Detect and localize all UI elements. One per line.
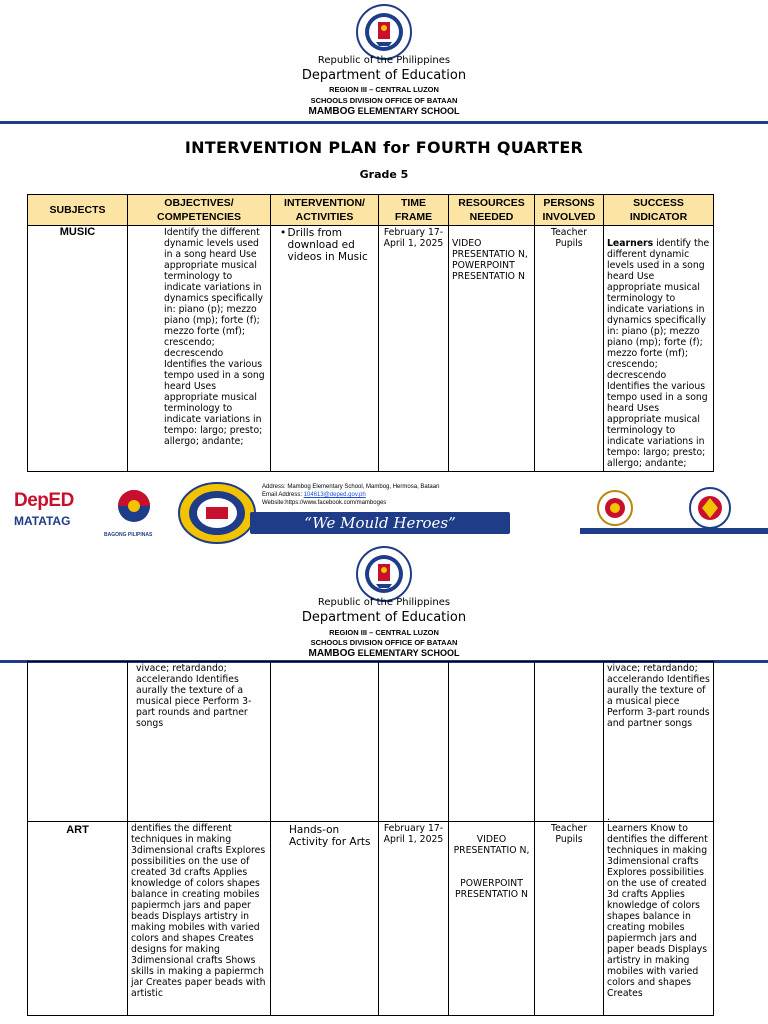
department-text-page2: Department of Education: [301, 610, 467, 625]
table-row-art: [28, 822, 714, 1016]
success-music: Learners identify the different dynamic levels used in a song heard Use appropriate musical terminology to indicate variations in dynamics specifically in: piano (p); mezzo piano (mp); forte (f); mezzo forte (mf); crescendo; decrescendo Identifies the various tempo used in a song heard Uses appropriate musical terminology to indicate variations in tempo: largo; presto; allergo; andante;: [604, 226, 714, 472]
persons-art: Teacher Pupils: [535, 822, 604, 1016]
header-success: SUCCESS INDICATOR: [604, 195, 714, 226]
success-art: Learners Know to dentifies the different techniques in making 3dimensional crafts Explores possibilities on the use of created 3d crafts Applies knowledge of colors shapes balance in creating mobiles papiermch jars and paper beads Displays artistry in making mobiles with varied colors and shapes Creates: [604, 822, 714, 1016]
region-text-page2: REGION III – CENTRAL LUZON: [329, 628, 439, 637]
school-seal-icon: [178, 482, 256, 544]
footer-banner: DepED MATATAG BAGONG PILIPINAS: [0, 476, 768, 546]
intervention-music-continued: [271, 662, 379, 822]
website-link[interactable]: Website:https://www.facebook.com/mamboges: [262, 500, 387, 506]
bagong-pilipinas-logo-icon: [104, 488, 164, 528]
objectives-art: dentifies the different techniques in making 3dimensional crafts Explores possibilities on the use of created 3d crafts Applies knowledge of colors shapes balance in creating mobiles papiermch jars and paper beads Displays artistry in making mobiles with varied colors and shapes Creates designs for making 3dimensional crafts Shows skills in making a papiermch jar Creates paper beads with artistic: [128, 822, 271, 1016]
email-link[interactable]: 104613@deped.gov.ph: [303, 492, 366, 498]
school-name: MAMBOG ELEMENTARY SCHOOL: [308, 106, 460, 117]
header-persons: PERSONS INVOLVED: [535, 195, 604, 226]
intervention-table: [27, 194, 714, 472]
time-frame-music: February 17- April 1, 2025: [379, 226, 449, 472]
resources-music-continued: [449, 662, 535, 822]
school-motto: “We Mould Heroes”: [250, 512, 510, 534]
excellence-badge-icon: [680, 486, 740, 532]
time-frame-music-continued: [379, 662, 449, 822]
grade-label: Grade 5: [359, 168, 409, 181]
header-intervention: INTERVENTION/ ACTIVITIES: [271, 195, 379, 226]
objectives-music: Identify the different dynamic levels used in a song heard Use appropriate musical terminology to indicate variations in dynamics specifically in: piano (p); mezzo piano (mp); forte (f); mezzo forte (mf); crescendo; decrescendo Identifies the various tempo used in a song heard Uses appropriate musical terminology to indicate variations in tempo: largo; presto; allergo; andante;: [128, 226, 271, 472]
success-music-continued: vivace; retardando; accelerando Identifies aurally the texture of a musical piece Perform 3-part rounds and partner songs .: [604, 662, 714, 822]
resources-art: VIDEO PRESENTATIO N, POWERPOINT PRESENTATIO N: [449, 822, 535, 1016]
deped-matatag-logo: DepED MATATAG: [14, 490, 74, 528]
header-subjects: SUBJECTS: [28, 195, 128, 226]
page-title: INTERVENTION PLAN for FOURTH QUARTER: [184, 138, 584, 157]
award-badge-icon: [590, 488, 640, 530]
objectives-music-continued: vivace; retardando; accelerando Identifies aurally the texture of a musical piece Perform 3-part rounds and partner songs: [128, 662, 271, 822]
subject-art: ART: [28, 822, 128, 1016]
header-rule: [0, 121, 768, 124]
table-row-music-continued: [28, 662, 714, 822]
resources-music: VIDEO PRESENTATIO N, POWERPOINT PRESENTATIO N: [449, 226, 535, 472]
badge-ribbon: [580, 528, 768, 534]
deped-seal-icon: [356, 4, 412, 60]
table-row-music: [28, 226, 714, 472]
persons-music-continued: [535, 662, 604, 822]
intervention-table-continued: [27, 661, 714, 1016]
persons-music: Teacher Pupils: [535, 226, 604, 472]
intervention-art: Hands-on Activity for Arts: [271, 822, 379, 1016]
deped-seal-icon-page2: [356, 546, 412, 602]
header-objectives: OBJECTIVES/ COMPETENCIES: [128, 195, 271, 226]
republic-text: Republic of the Philippines: [317, 55, 451, 66]
division-text-page2: SCHOOLS DIVISION OFFICE OF BATAAN: [310, 638, 458, 647]
division-text: SCHOOLS DIVISION OFFICE OF BATAAN: [310, 96, 458, 105]
subject-music-continued: [28, 662, 128, 822]
header-time-frame: TIME FRAME: [379, 195, 449, 226]
school-name-page2: MAMBOG ELEMENTARY SCHOOL: [308, 648, 460, 659]
region-text: REGION III – CENTRAL LUZON: [329, 85, 439, 94]
header-resources: RESOURCES NEEDED: [449, 195, 535, 226]
time-frame-art: February 17- April 1, 2025: [379, 822, 449, 1016]
table-header-row: [28, 195, 714, 226]
department-text: Department of Education: [301, 68, 467, 83]
bullet-icon: •: [280, 227, 287, 239]
footer-contact: Address: Mambog Elementary School, Mambog, Hermosa, Bataan Email Address: 104613@deped.gov.ph Website:https://www.facebook.com/mamboges: [262, 484, 440, 506]
republic-text-page2: Republic of the Philippines: [317, 597, 451, 608]
intervention-music: • Drills from download ed videos in Music: [271, 226, 379, 472]
subject-music: MUSIC: [28, 226, 128, 472]
